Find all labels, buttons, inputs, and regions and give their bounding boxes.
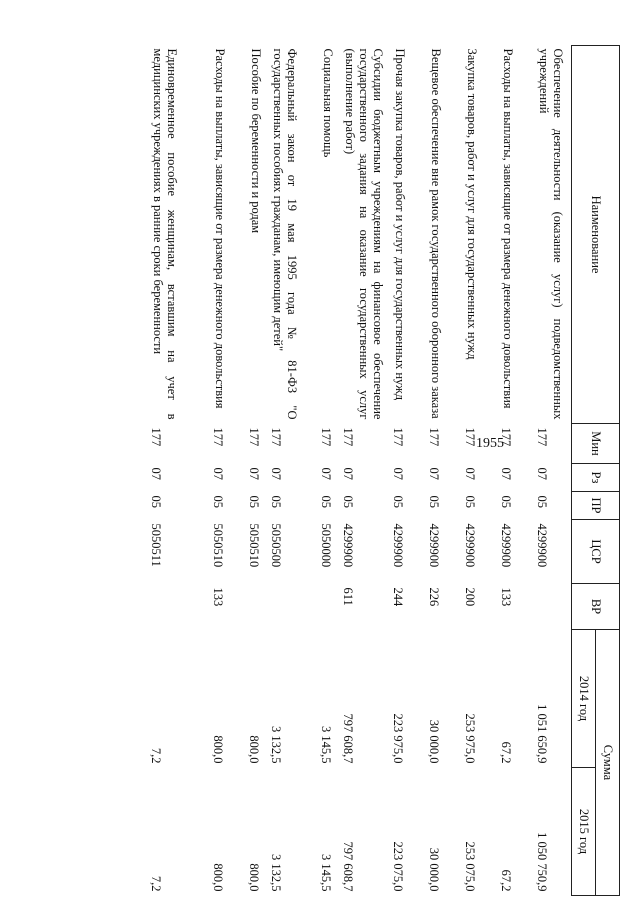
table-row <box>392 46 428 896</box>
table-row <box>536 46 572 896</box>
row-pr: 05 <box>319 495 334 508</box>
row-vr <box>536 584 572 630</box>
table-row <box>270 46 320 896</box>
row-min: 177 <box>463 427 478 447</box>
row-pr: 05 <box>269 495 284 508</box>
row-name: Федеральный закон от 19 мая 1995 года № 81-ФЗ "О государственных пособиях гражданам, имеющим детей" <box>271 48 300 420</box>
row-name: Единовременное пособие женщинам, вставшим на учет в медицинских учреждениях в ранние сроки беременности <box>151 48 180 420</box>
table-row <box>342 46 392 896</box>
row-csr: 4299900 <box>535 523 550 568</box>
row-2014: 30 000,0 <box>427 719 442 764</box>
header-min: Мин <box>572 424 620 464</box>
row-2014: 3 145,5 <box>319 726 334 764</box>
row-2014: 3 132,5 <box>269 726 284 764</box>
row-pr: 05 <box>341 495 356 508</box>
row-rz: 07 <box>149 467 164 480</box>
row-name: Пособие по беременности и родам <box>249 48 264 234</box>
row-min: 177 <box>427 427 442 447</box>
page-number: 1955 <box>476 436 504 451</box>
row-min: 177 <box>149 427 164 447</box>
table-row <box>428 46 464 896</box>
row-2014: 800,0 <box>247 735 262 764</box>
row-vr: 226 <box>427 587 442 607</box>
row-name: Закупка товаров, работ и услуг для государственных нужд <box>465 48 480 360</box>
row-vr <box>270 584 320 630</box>
table-row <box>320 46 342 896</box>
table-row <box>150 46 212 896</box>
header-name: Наименование <box>572 46 620 424</box>
row-2015: 800,0 <box>211 863 226 892</box>
row-vr: 200 <box>463 587 478 607</box>
row-pr: 05 <box>427 495 442 508</box>
row-min: 177 <box>391 427 406 447</box>
row-vr <box>320 584 342 630</box>
row-name: Социальная помощь <box>321 48 336 158</box>
row-pr: 05 <box>247 495 262 508</box>
row-2015: 3 132,5 <box>269 854 284 892</box>
row-pr: 05 <box>391 495 406 508</box>
row-csr: 4299900 <box>391 523 406 568</box>
header-pr: ПР <box>572 492 620 520</box>
row-csr: 5050000 <box>319 523 334 568</box>
row-csr: 5050500 <box>269 523 284 568</box>
row-vr: 133 <box>211 587 226 607</box>
row-pr: 05 <box>149 495 164 508</box>
row-rz: 07 <box>427 467 442 480</box>
row-2015: 1 050 750,9 <box>535 832 550 892</box>
table-row <box>212 46 248 896</box>
row-2015: 253 075,0 <box>463 841 478 892</box>
row-csr: 4299900 <box>499 523 514 568</box>
row-2014: 223 975,0 <box>391 713 406 764</box>
row-pr: 05 <box>499 495 514 508</box>
row-vr: 133 <box>499 587 514 607</box>
header-2015: 2015 год <box>572 768 596 896</box>
row-pr: 05 <box>535 495 550 508</box>
row-vr <box>150 584 212 630</box>
row-2015: 7,2 <box>149 875 164 892</box>
row-2015: 223 075,0 <box>391 841 406 892</box>
row-csr: 4299900 <box>463 523 478 568</box>
table-row <box>500 46 536 896</box>
budget-table <box>150 45 621 896</box>
row-2014: 797 608,7 <box>341 713 356 764</box>
row-rz: 07 <box>391 467 406 480</box>
row-min: 177 <box>535 427 550 447</box>
row-2014: 67,2 <box>499 741 514 764</box>
row-min: 177 <box>319 427 334 447</box>
row-rz: 07 <box>269 467 284 480</box>
row-2014: 7,2 <box>149 747 164 764</box>
row-vr: 244 <box>391 587 406 607</box>
row-2015: 30 000,0 <box>427 847 442 892</box>
header-vr: ВР <box>572 584 620 630</box>
row-2015: 800,0 <box>247 863 262 892</box>
header-csr: ЦСР <box>572 520 620 584</box>
row-name: Вещевое обеспечение вне рамок государственного оборонного заказа <box>429 48 444 419</box>
row-min: 177 <box>211 427 226 447</box>
row-name: Расходы на выплаты, зависящие от размера денежного довольствия <box>213 48 228 409</box>
row-2015: 3 145,5 <box>319 854 334 892</box>
row-csr: 5050511 <box>149 523 164 567</box>
row-rz: 07 <box>499 467 514 480</box>
row-name: Прочая закупка товаров, работ и услуг для государственных нужд <box>393 48 408 401</box>
header-sum: Сумма <box>596 630 620 896</box>
row-rz: 07 <box>247 467 262 480</box>
row-csr: 5050510 <box>211 523 226 568</box>
row-min: 177 <box>247 427 262 447</box>
row-csr: 4299900 <box>341 523 356 568</box>
row-2014: 800,0 <box>211 735 226 764</box>
row-min: 177 <box>341 427 356 447</box>
table-row <box>464 46 500 896</box>
budget-table-page <box>100 45 620 895</box>
row-pr: 05 <box>463 495 478 508</box>
row-2014: 253 975,0 <box>463 713 478 764</box>
row-rz: 07 <box>535 467 550 480</box>
row-min: 177 <box>499 427 514 447</box>
row-2015: 67,2 <box>499 869 514 892</box>
row-rz: 07 <box>211 467 226 480</box>
table-row <box>248 46 270 896</box>
row-pr: 05 <box>211 495 226 508</box>
row-vr: 611 <box>341 587 356 606</box>
row-name: Обеспечение деятельности (оказание услуг) подведомственных учреждений <box>537 48 566 420</box>
row-2015: 797 608,7 <box>341 841 356 892</box>
row-2014: 1 051 650,9 <box>535 704 550 764</box>
row-rz: 07 <box>463 467 478 480</box>
row-csr: 5050510 <box>247 523 262 568</box>
row-rz: 07 <box>319 467 334 480</box>
row-min: 177 <box>269 427 284 447</box>
row-rz: 07 <box>341 467 356 480</box>
header-2014: 2014 год <box>572 630 596 768</box>
row-name: Расходы на выплаты, зависящие от размера денежного довольствия <box>501 48 516 409</box>
row-name: Субсидии бюджетным учреждениям на финансовое обеспечение государственного задания на оказание государственных услуг (выполнение работ) <box>343 48 386 420</box>
row-vr <box>248 584 270 630</box>
header-rz: Рз <box>572 464 620 492</box>
row-csr: 4299900 <box>427 523 442 568</box>
